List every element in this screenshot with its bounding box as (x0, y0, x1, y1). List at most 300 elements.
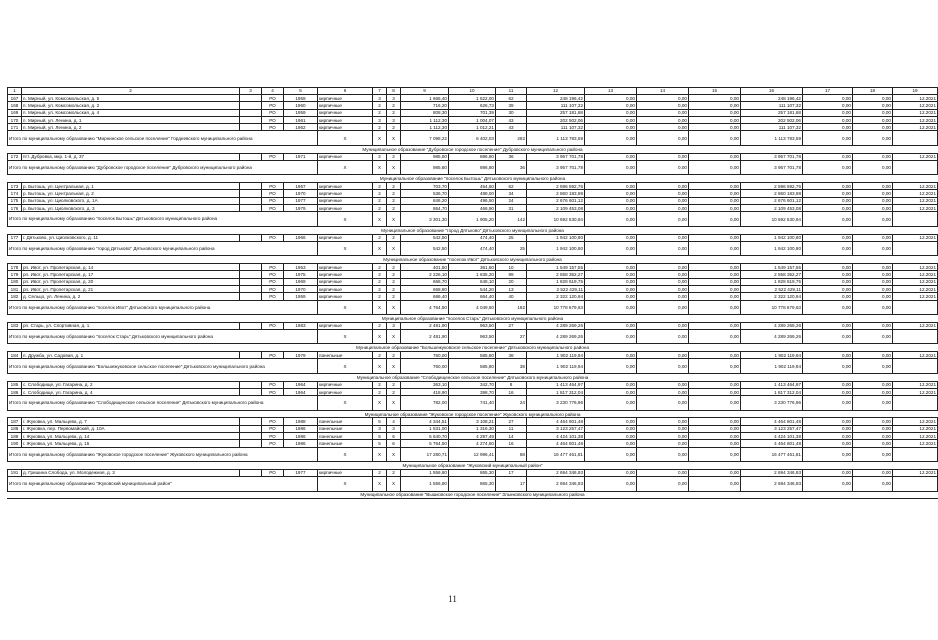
table-cell: 0,00 (853, 271, 893, 278)
table-cell: 5 (373, 433, 387, 440)
table-cell: 0,00 (637, 183, 689, 190)
table-cell (240, 322, 262, 329)
table-cell: 1 531,00 (401, 425, 449, 432)
subtotal-row (8, 447, 938, 461)
table-cell: 12.2021 (893, 109, 938, 116)
table-cell: 0,00 (637, 197, 689, 204)
table-cell: 1 522,00 (449, 95, 496, 102)
table-cell: 361,60 (449, 264, 496, 271)
table-cell: 0,00 (585, 102, 637, 109)
table-cell: 1 828 619,75 (741, 278, 803, 285)
table-cell: 12.2021 (893, 440, 938, 447)
table-row (8, 440, 938, 447)
table-cell: 418,90 (401, 388, 449, 395)
table-cell: 2 676 601,12 (741, 197, 803, 204)
table-cell: 0,00 (585, 285, 637, 292)
table-cell: 0,00 (689, 102, 741, 109)
column-number-cell: 18 (853, 88, 893, 95)
table-cell: 38 (496, 352, 527, 359)
municipality-section-row (8, 491, 938, 499)
table-cell: р. Бытошь, ул. Центральная, д. 2 (22, 190, 240, 197)
table-cell: 0,00 (637, 234, 689, 241)
subtotal-cell: 0,00 (585, 447, 637, 461)
table-row (8, 153, 938, 160)
table-cell: 188 (8, 425, 22, 432)
table-cell: 716,20 (401, 102, 449, 109)
subtotal-cell: 0,00 (637, 241, 689, 255)
table-cell: 963,50 (449, 322, 496, 329)
table-cell: 701,39 (449, 109, 496, 116)
table-cell: 0,00 (585, 234, 637, 241)
table-cell: кирпичные (318, 285, 373, 292)
table-cell: 25 (496, 234, 527, 241)
table-cell: 2 (387, 388, 401, 395)
subtotal-row (8, 300, 938, 314)
subtotal-cell: 0,00 (585, 212, 637, 226)
table-cell: 703,70 (401, 183, 449, 190)
subtotal-cell: 16 477 461,81 (527, 447, 585, 461)
table-cell: 0,00 (637, 322, 689, 329)
table-cell: 0,00 (689, 293, 741, 300)
subtotal-cell (893, 241, 938, 255)
table-cell: пгт. Дубровка, мкр. 1-й, д. 37 (22, 153, 240, 160)
table-row (8, 124, 938, 131)
table-cell: 0,00 (585, 190, 637, 197)
table-cell: рп. Ивот, ул. Пролетарская, д. 17 (22, 271, 240, 278)
table-cell: 626,73 (449, 102, 496, 109)
table-cell: 1983 (284, 322, 318, 329)
table-cell: 0,00 (853, 418, 893, 425)
subtotal-cell (893, 447, 938, 461)
table-cell: 1986 (284, 433, 318, 440)
table-cell: 24 (496, 197, 527, 204)
subtotal-cell: 24 (496, 396, 527, 410)
municipality-section-row (8, 226, 938, 234)
table-row (8, 293, 938, 300)
municipality-section-title: Муниципальное образование "Вышковское городское поселение" Злынковского муниципального района (8, 491, 938, 499)
table-cell: 0,00 (585, 293, 637, 300)
table-cell: 0,00 (689, 271, 741, 278)
table-cell: 167 (8, 95, 22, 102)
page-number: 11 (448, 594, 457, 604)
table-cell: кирпичные (318, 322, 373, 329)
table-cell: 1959 (284, 293, 318, 300)
table-cell: 2 481,90 (401, 322, 449, 329)
table-cell: 2 860 183,98 (741, 190, 803, 197)
subtotal-cell: 0,00 (689, 396, 741, 410)
table-cell: 0,00 (853, 190, 893, 197)
subtotal-label: Итого по муниципальному образованию "Дубровское городское поселение" Дубровского муниципального района (8, 160, 318, 174)
column-number-row (8, 88, 938, 95)
subtotal-cell: 0,00 (689, 241, 741, 255)
subtotal-cell: X (318, 241, 373, 255)
column-number-cell: 7 (373, 88, 387, 95)
table-cell: 12.2021 (893, 469, 938, 476)
table-cell: 2 596 592,76 (527, 183, 585, 190)
table-cell: 39 (496, 102, 527, 109)
table-cell: 12.2021 (893, 116, 938, 123)
subtotal-cell: 0,00 (853, 212, 893, 226)
table-cell: 248 196,42 (527, 95, 585, 102)
subtotal-cell: 16 477 461,81 (741, 447, 803, 461)
subtotal-cell: 27 (496, 329, 527, 343)
table-cell: 0,00 (803, 102, 853, 109)
table-cell: 760,00 (401, 352, 449, 359)
subtotal-row (8, 212, 938, 226)
table-cell: 0,00 (637, 124, 689, 131)
subtotal-cell: 38 (496, 359, 527, 373)
table-cell: РО (262, 124, 284, 131)
table-cell: 4 (387, 418, 401, 425)
table-cell: 0,00 (689, 95, 741, 102)
municipality-section-row (8, 256, 938, 264)
table-cell: 3 (387, 322, 401, 329)
table-cell: 1 902 119,94 (741, 352, 803, 359)
subtotal-cell: X (387, 241, 401, 255)
column-number-cell: 2 (22, 88, 240, 95)
table-cell: 0,00 (585, 278, 637, 285)
subtotal-cell: 0,00 (853, 160, 893, 174)
municipality-section-title: Муниципальное образование "поселок Ивот" Дятьковского муниципального района (8, 256, 938, 264)
municipality-section-title: Муниципальное образование "Жуковский муниципальный район" (8, 462, 938, 470)
municipality-section-title: Муниципальное образование "Большежуковское сельское поселение" Дятьковского муниципального района (8, 344, 938, 352)
table-cell (240, 109, 262, 116)
table-cell: рп. Ивот, ул. Пролетарская, д. 21 (22, 285, 240, 292)
table-cell: панельные (318, 433, 373, 440)
table-cell: 0,00 (803, 381, 853, 388)
table-cell: 0,00 (637, 381, 689, 388)
subtotal-cell: X (373, 212, 387, 226)
table-cell: 1 942 100,80 (527, 234, 585, 241)
table-cell: 2 (387, 278, 401, 285)
table-cell: 12.2021 (893, 285, 938, 292)
subtotal-cell (893, 396, 938, 410)
table-cell: РО (262, 381, 284, 388)
table-cell: РО (262, 469, 284, 476)
subtotal-cell: 0,00 (803, 396, 853, 410)
column-number-cell: 12 (527, 88, 585, 95)
table-row (8, 469, 938, 476)
subtotal-row (8, 477, 938, 491)
subtotal-cell: 0,00 (853, 359, 893, 373)
subtotal-cell: 0,00 (637, 396, 689, 410)
table-cell: 12.2021 (893, 234, 938, 241)
table-cell: кирпичные (318, 183, 373, 190)
table-cell: 1 556,80 (401, 469, 449, 476)
table-cell: 1 828 619,75 (527, 278, 585, 285)
table-row (8, 95, 938, 102)
subtotal-label: Итого по муниципальному образованию "Мирнинское сельское поселение" Гордеевского муниципального района (8, 131, 318, 145)
table-cell (240, 116, 262, 123)
subtotal-label: Итого по муниципальному образованию "Жуковское городское поселение" Жуковского муниципального района (8, 447, 318, 461)
table-row (8, 418, 938, 425)
table-cell: 2 (373, 234, 387, 241)
subtotal-cell: 3 957 701,78 (527, 160, 585, 174)
table-cell: 3 (387, 95, 401, 102)
table-cell: 2 (387, 264, 401, 271)
table-cell: 2 (373, 271, 387, 278)
subtotal-cell: 0,00 (637, 212, 689, 226)
table-cell (240, 271, 262, 278)
table-cell: РО (262, 285, 284, 292)
table-cell: 174 (8, 190, 22, 197)
table-cell: 0,00 (637, 264, 689, 271)
table-cell: 179 (8, 271, 22, 278)
register-table-container (7, 87, 936, 499)
column-number-cell: 16 (741, 88, 803, 95)
table-row (8, 109, 938, 116)
table-cell: 0,00 (803, 271, 853, 278)
table-cell: 0,00 (585, 109, 637, 116)
subtotal-cell: 2 481,90 (401, 329, 449, 343)
table-row (8, 197, 938, 204)
table-cell: 5 (373, 418, 387, 425)
table-cell: 0,00 (585, 197, 637, 204)
table-cell: 10 (496, 264, 527, 271)
table-cell: 1 817 312,04 (527, 388, 585, 395)
subtotal-cell: 36 (496, 160, 527, 174)
table-cell: 544,20 (449, 285, 496, 292)
subtotal-cell: 3 301,30 (401, 212, 449, 226)
column-number-cell: 19 (893, 88, 938, 95)
table-cell: 2 (387, 153, 401, 160)
table-cell: 0,00 (853, 95, 893, 102)
subtotal-cell (893, 477, 938, 491)
table-cell: 3 957 701,78 (527, 153, 585, 160)
table-row (8, 278, 938, 285)
table-cell: 0,00 (853, 197, 893, 204)
table-cell: 1970 (284, 190, 318, 197)
table-cell: 0,00 (803, 469, 853, 476)
table-cell: 12.2021 (893, 95, 938, 102)
table-row (8, 116, 938, 123)
table-cell: 12.2021 (893, 352, 938, 359)
subtotal-cell: 542,50 (401, 241, 449, 255)
column-number-cell: 4 (262, 88, 284, 95)
table-cell: 12.2021 (893, 205, 938, 212)
housing-repair-register-table (7, 87, 938, 499)
table-cell: 0,00 (803, 388, 853, 395)
subtotal-cell (893, 300, 938, 314)
table-cell: РО (262, 234, 284, 241)
table-cell: 0,00 (637, 190, 689, 197)
table-cell: 0,00 (637, 469, 689, 476)
table-cell: 2 (373, 264, 387, 271)
table-cell: 2 (373, 278, 387, 285)
table-cell: 0,00 (637, 440, 689, 447)
table-cell: 4 464 801,48 (741, 440, 803, 447)
table-cell: 2 (387, 285, 401, 292)
table-cell: 0,00 (689, 352, 741, 359)
table-cell: 2 (387, 124, 401, 131)
table-cell: 0,00 (689, 388, 741, 395)
table-cell: кирпичные (318, 109, 373, 116)
subtotal-cell: 0,00 (585, 477, 637, 491)
table-cell: 1979 (284, 352, 318, 359)
table-cell: 0,00 (585, 153, 637, 160)
table-cell: 111 107,32 (741, 124, 803, 131)
table-cell: 0,00 (803, 293, 853, 300)
table-cell: 4 464 801,48 (527, 440, 585, 447)
table-cell: 2 522 429,11 (527, 285, 585, 292)
table-cell: 0,00 (689, 153, 741, 160)
table-cell: 0,00 (803, 124, 853, 131)
table-cell: РО (262, 418, 284, 425)
subtotal-cell: 0,00 (853, 396, 893, 410)
table-cell: 2 558 352,27 (741, 271, 803, 278)
table-cell: кирпичные (318, 124, 373, 131)
table-cell: с. Слободище, ул. Гагарина, д. 4 (22, 388, 240, 395)
table-cell: 0,00 (853, 352, 893, 359)
table-cell: 171 (8, 124, 22, 131)
table-cell: 2 (387, 197, 401, 204)
subtotal-cell (893, 212, 938, 226)
table-cell: г. Жуковка, пер. Первомайский, д. 10А (22, 425, 240, 432)
table-cell: 111 107,32 (741, 102, 803, 109)
subtotal-cell: 0,00 (803, 241, 853, 255)
table-cell: 8 (496, 381, 527, 388)
table-cell: 3 (387, 425, 401, 432)
table-cell: 0,00 (689, 278, 741, 285)
table-cell: 2 (373, 285, 387, 292)
table-cell: 177 (8, 234, 22, 241)
table-row (8, 322, 938, 329)
table-cell: 14 (496, 433, 527, 440)
subtotal-cell: X (387, 131, 401, 145)
table-cell: 62 (496, 95, 527, 102)
table-row (8, 388, 938, 395)
table-cell: 1 316,30 (449, 425, 496, 432)
subtotal-cell: 0,00 (689, 329, 741, 343)
subtotal-cell: 1 942 100,80 (741, 241, 803, 255)
table-cell: 12.2021 (893, 271, 938, 278)
table-cell: 12.2021 (893, 153, 938, 160)
table-cell: кирпичные (318, 264, 373, 271)
table-cell: 585,80 (449, 352, 496, 359)
table-cell: 0,00 (585, 116, 637, 123)
subtotal-cell: 0,00 (689, 359, 741, 373)
table-cell: 1960 (284, 102, 318, 109)
table-cell: 0,00 (803, 264, 853, 271)
subtotal-cell: 1 113 783,59 (527, 131, 585, 145)
subtotal-cell: 68 (496, 447, 527, 461)
table-cell: 2 (373, 205, 387, 212)
table-cell: 666,70 (401, 278, 449, 285)
table-cell: 1 004,07 (449, 116, 496, 123)
subtotal-row (8, 241, 938, 255)
table-cell: 0,00 (853, 124, 893, 131)
table-cell (240, 183, 262, 190)
table-row (8, 433, 938, 440)
subtotal-cell: 17 (496, 477, 527, 491)
table-cell (240, 190, 262, 197)
table-cell: 181 (8, 285, 22, 292)
column-number-cell: 14 (637, 88, 689, 95)
table-cell: 0,00 (637, 285, 689, 292)
table-cell: 2 (373, 469, 387, 476)
subtotal-label: Итого по муниципальному образованию "поселок Старь" Дятьковского муниципального района (8, 329, 318, 343)
table-cell: 4 424 101,38 (527, 433, 585, 440)
table-cell: кирпичные (318, 197, 373, 204)
table-cell: 0,00 (585, 183, 637, 190)
table-cell (240, 440, 262, 447)
subtotal-cell: 0,00 (689, 160, 741, 174)
table-cell: РО (262, 433, 284, 440)
table-cell: РО (262, 95, 284, 102)
table-cell: РО (262, 190, 284, 197)
subtotal-cell: 0,00 (585, 300, 637, 314)
table-cell: РО (262, 322, 284, 329)
table-cell: 985,60 (401, 153, 449, 160)
table-cell: 43 (496, 124, 527, 131)
table-cell: 6 (387, 440, 401, 447)
column-number-cell: 15 (689, 88, 741, 95)
table-cell: г. Жуковка, ул. Мальцева, д. 14 (22, 433, 240, 440)
table-cell: 182 (8, 293, 22, 300)
table-cell: 1 413 464,97 (527, 381, 585, 388)
table-cell: 2 (387, 190, 401, 197)
table-cell: 168 (8, 102, 22, 109)
subtotal-cell: 1 905,20 (449, 212, 496, 226)
table-cell: 40 (496, 293, 527, 300)
table-body (8, 88, 938, 499)
table-cell (240, 469, 262, 476)
table-cell: РО (262, 205, 284, 212)
column-number-cell: 9 (401, 88, 449, 95)
subtotal-cell (893, 160, 938, 174)
table-cell: РО (262, 278, 284, 285)
subtotal-cell: 3 957 701,78 (741, 160, 803, 174)
table-cell: 12.2021 (893, 278, 938, 285)
subtotal-cell: X (387, 300, 401, 314)
table-row (8, 352, 938, 359)
table-row (8, 205, 938, 212)
table-cell: 2 (387, 271, 401, 278)
table-cell: 2 (373, 293, 387, 300)
table-cell: 0,00 (585, 264, 637, 271)
table-cell: РО (262, 109, 284, 116)
table-cell: 0,00 (689, 205, 741, 212)
table-cell: РО (262, 352, 284, 359)
subtotal-cell: X (373, 359, 387, 373)
subtotal-cell: 0,00 (585, 131, 637, 145)
table-cell: 0,00 (853, 285, 893, 292)
table-cell: 0,00 (853, 183, 893, 190)
table-cell: 0,00 (689, 190, 741, 197)
table-cell: 1 012,21 (449, 124, 496, 131)
table-cell: 454,60 (449, 183, 496, 190)
table-cell: п. Мирный, ул. Комсомольская, д. 5 (22, 95, 240, 102)
subtotal-cell (893, 359, 938, 373)
table-cell: 3 (373, 425, 387, 432)
table-cell: кирпичные (318, 95, 373, 102)
table-cell: 2 (373, 183, 387, 190)
subtotal-row (8, 131, 938, 145)
column-number-cell: 8 (387, 88, 401, 95)
table-cell: 0,00 (803, 183, 853, 190)
table-cell: 12.2021 (893, 322, 938, 329)
municipality-section-title: Муниципальное образование "город Дятьково" Дятьковского муниципального района (8, 226, 938, 234)
table-cell: 648,10 (449, 278, 496, 285)
subtotal-cell: 10 692 530,94 (741, 212, 803, 226)
table-cell: 536,70 (401, 190, 449, 197)
table-cell: 189 (8, 433, 22, 440)
subtotal-cell: 0,00 (637, 160, 689, 174)
table-cell: 0,00 (689, 124, 741, 131)
table-cell: 1966 (284, 234, 318, 241)
table-cell: 0,00 (689, 425, 741, 432)
table-cell: 191 (8, 469, 22, 476)
